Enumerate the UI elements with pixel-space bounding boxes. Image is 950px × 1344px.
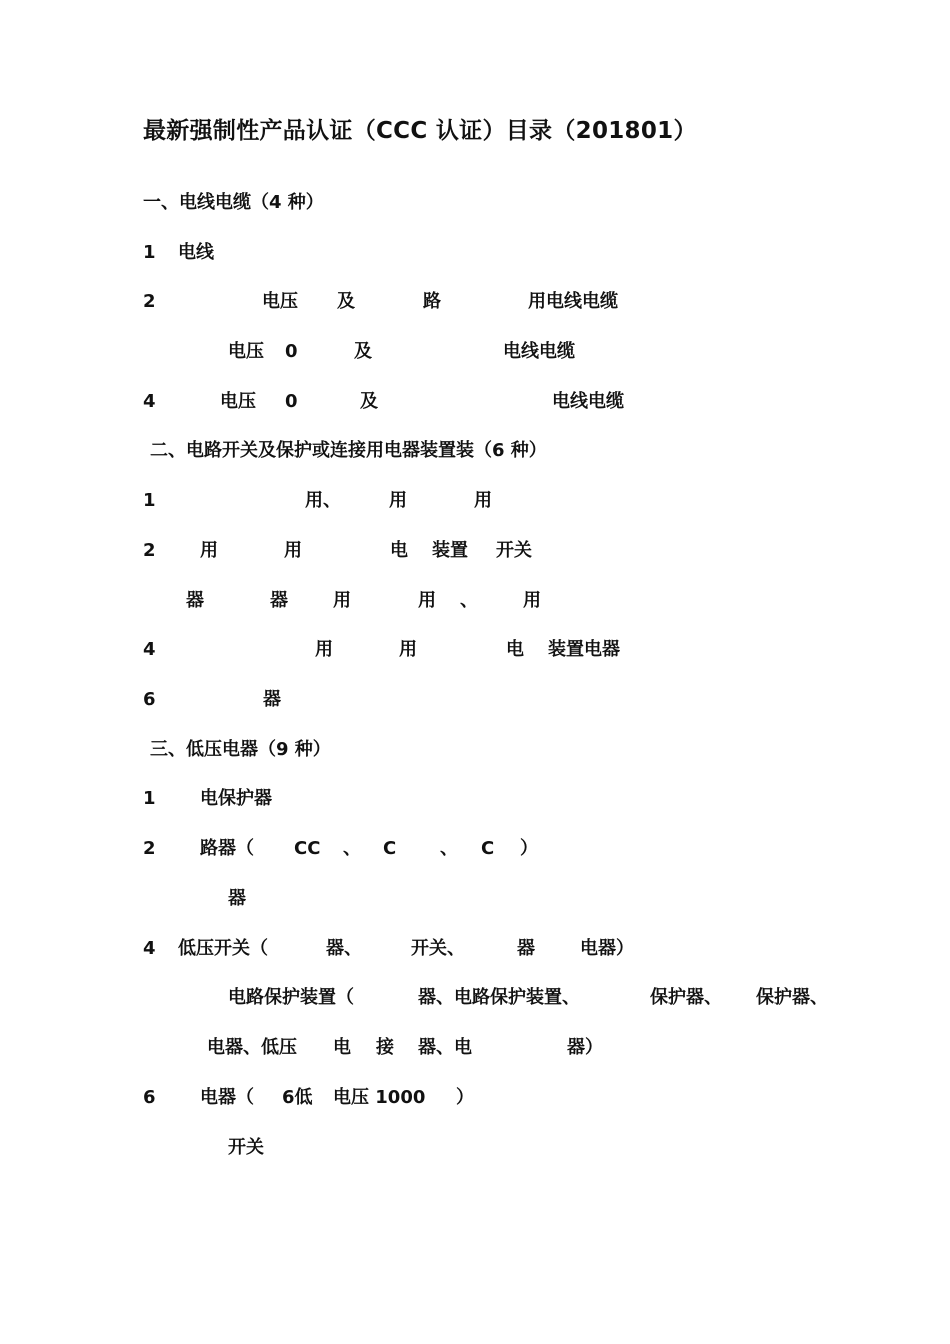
text-fragment: 电 <box>506 639 524 660</box>
item-3-5-cont <box>0 1035 800 1061</box>
text-fragment: 、 <box>460 590 478 611</box>
text-fragment: 用 <box>315 639 333 660</box>
text-fragment: 电线电缆 <box>503 341 575 362</box>
text-fragment: 2 <box>143 838 156 859</box>
text-fragment: 用、 <box>305 490 341 511</box>
text-fragment: 电压 <box>220 391 256 412</box>
text-fragment: 器 <box>263 689 281 710</box>
text-fragment: 器、电路保护装置、 <box>418 987 580 1008</box>
text-fragment: 开关 <box>496 540 532 561</box>
text-fragment: 2 <box>143 540 156 561</box>
text-fragment: 器 <box>228 888 246 909</box>
text-fragment: 0 <box>285 391 298 412</box>
text-fragment: 及 <box>360 391 378 412</box>
text-fragment: C <box>383 838 397 859</box>
text-fragment: 6 <box>143 689 156 710</box>
item-1-2 <box>0 289 800 315</box>
text-fragment: 电压 <box>228 341 264 362</box>
text-fragment: 电路保护装置（ <box>228 987 354 1008</box>
text-fragment: 器 <box>186 590 204 611</box>
text-fragment: 及 <box>337 291 355 312</box>
text-fragment: 器、电 <box>418 1037 472 1058</box>
text-fragment: 电线电缆 <box>552 391 624 412</box>
item-3-5 <box>0 985 828 1011</box>
text-fragment: 器、 <box>326 938 362 959</box>
text-fragment: 路器（ <box>200 838 254 859</box>
document-title: 最新强制性产品认证（CCC 认证）目录（201801） <box>143 118 697 144</box>
item-2-3 <box>0 588 800 614</box>
item-2-2 <box>0 538 800 564</box>
text-fragment: 用电线电缆 <box>528 291 618 312</box>
text-fragment: 用 <box>523 590 541 611</box>
text-fragment: 1 <box>143 788 156 809</box>
text-fragment: 、 <box>440 838 458 859</box>
text-fragment: 电压 <box>262 291 298 312</box>
item-1-4 <box>0 389 800 415</box>
text-fragment: 4 <box>143 639 156 660</box>
text-fragment: 用 <box>474 490 492 511</box>
text-fragment: 保护器、 <box>756 987 828 1008</box>
text-fragment: 电器） <box>580 938 634 959</box>
text-fragment: 开关、 <box>411 938 465 959</box>
text-fragment: 装置 <box>432 540 468 561</box>
text-fragment: 接 <box>376 1037 394 1058</box>
text-fragment: 器 <box>270 590 288 611</box>
text-fragment: ） <box>456 1087 474 1108</box>
text-fragment: 电器（ <box>200 1087 254 1108</box>
text-fragment: 二、电路开关及保护或连接用电器装置装（6 种） <box>150 440 547 461</box>
item-2-4 <box>0 637 800 663</box>
item-1-1 <box>0 240 800 266</box>
item-2-6 <box>0 687 800 713</box>
item-3-7 <box>0 1135 800 1161</box>
text-fragment: 路 <box>423 291 441 312</box>
text-fragment: 4 <box>143 391 156 412</box>
section-1-heading <box>0 190 800 216</box>
text-fragment: 保护器、 <box>650 987 722 1008</box>
text-fragment: 及 <box>354 341 372 362</box>
text-fragment: 用 <box>200 540 218 561</box>
text-fragment: ） <box>520 838 538 859</box>
text-fragment: 电压 1000 <box>333 1087 426 1108</box>
text-fragment: 电线 <box>178 242 214 263</box>
text-fragment: C <box>481 838 495 859</box>
item-3-1 <box>0 786 800 812</box>
text-fragment: 电 <box>333 1037 351 1058</box>
text-fragment: 用 <box>399 639 417 660</box>
text-fragment: 三、低压电器（9 种） <box>150 739 331 760</box>
item-2-1 <box>0 488 800 514</box>
text-fragment: 6 <box>143 1087 156 1108</box>
text-fragment: 电 <box>390 540 408 561</box>
text-fragment: 一、电线电缆（4 种） <box>143 192 324 213</box>
text-fragment: 、 <box>343 838 361 859</box>
text-fragment: 开关 <box>228 1137 264 1158</box>
text-fragment: 2 <box>143 291 156 312</box>
text-fragment: 用 <box>284 540 302 561</box>
text-fragment: 电保护器 <box>200 788 272 809</box>
text-fragment: 电器、低压 <box>207 1037 297 1058</box>
section-2-heading <box>0 438 800 464</box>
item-3-4 <box>0 936 800 962</box>
text-fragment: 1 <box>143 490 156 511</box>
text-fragment: 低压开关（ <box>178 938 268 959</box>
item-3-6 <box>0 1085 800 1111</box>
text-fragment: 0 <box>285 341 298 362</box>
text-fragment: 4 <box>143 938 156 959</box>
section-3-heading <box>0 737 800 763</box>
item-3-2 <box>0 836 800 862</box>
item-1-3 <box>0 339 800 365</box>
text-fragment: 用 <box>333 590 351 611</box>
text-fragment: 1 <box>143 242 156 263</box>
text-fragment: 用 <box>389 490 407 511</box>
text-fragment: 器） <box>567 1037 603 1058</box>
text-fragment: 6低 <box>282 1087 313 1108</box>
text-fragment: 器 <box>517 938 535 959</box>
item-3-3 <box>0 886 800 912</box>
text-fragment: 用 <box>418 590 436 611</box>
text-fragment: CC <box>294 838 321 859</box>
text-fragment: 装置电器 <box>548 639 620 660</box>
